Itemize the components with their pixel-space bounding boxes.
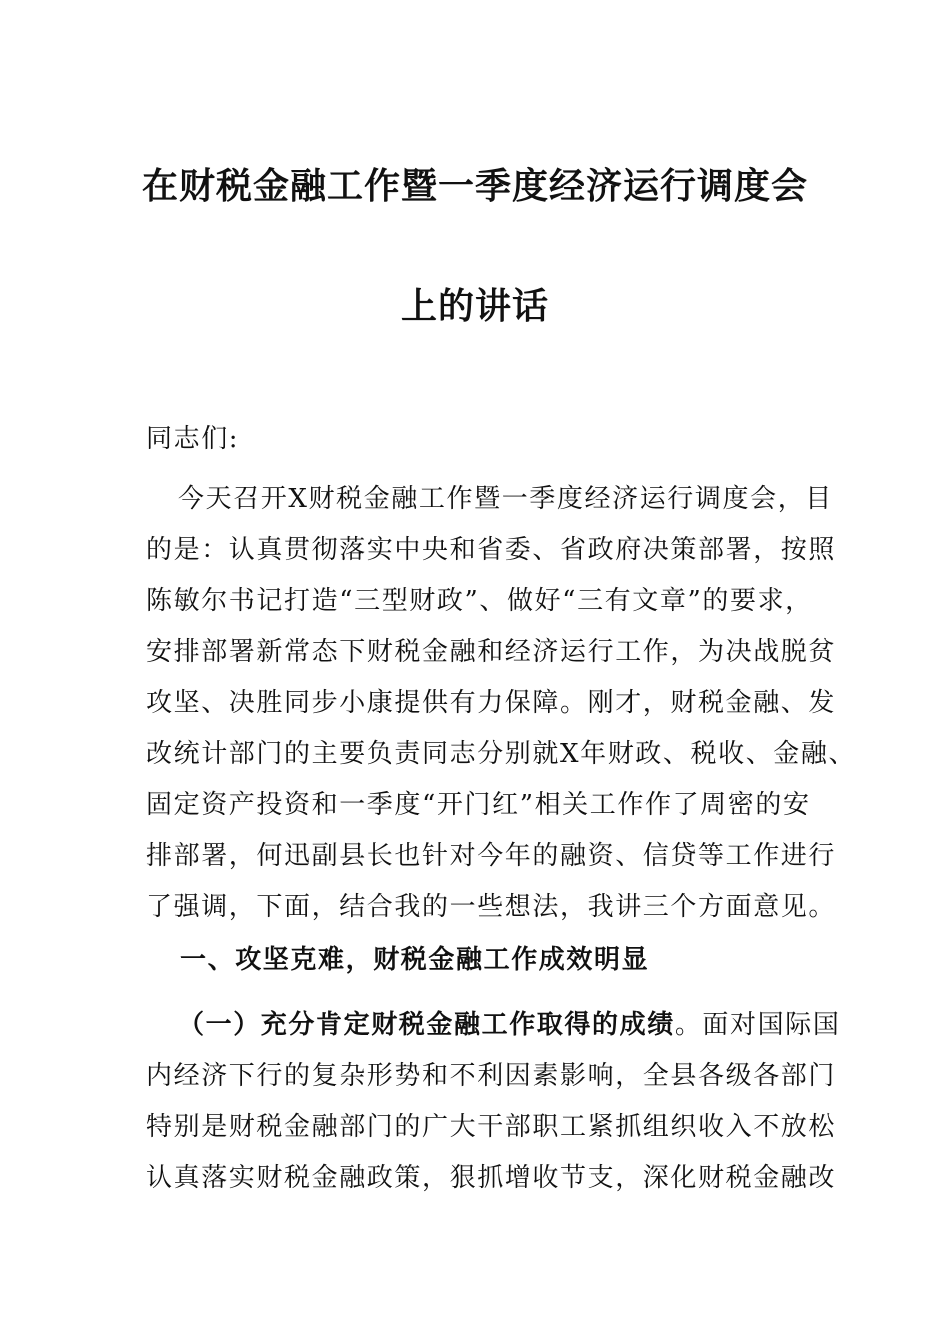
- subsection-1-first-line-rest: 。面对国际国: [674, 1010, 841, 1040]
- paragraph-1-line-2: 的是：认真贯彻落实中央和省委、省政府决策部署，按照: [146, 535, 837, 565]
- document-title-line-1: 在财税金融工作暨一季度经济运行调度会: [141, 165, 808, 207]
- subsection-1-first-line: [178, 1008, 840, 1042]
- paragraph-1-line-3: 陈敏尔书记打造“三型财政”、做好“三有文章”的要求，: [146, 586, 813, 616]
- paragraph-1-line-1: 今天召开X财税金融工作暨一季度经济运行调度会，目: [178, 484, 833, 514]
- paragraph-1-line-4: 安排部署新常态下财税金融和经济运行工作，为决战脱贫: [146, 637, 837, 667]
- subsection-1-line-3: 特别是财税金融部门的广大干部职工紧抓组织收入不放松: [146, 1112, 837, 1142]
- salutation: 同志们:: [146, 424, 240, 454]
- paragraph-1-line-7: 固定资产投资和一季度“开门红”相关工作作了周密的安: [146, 790, 811, 820]
- subsection-1-line-2: 内经济下行的复杂形势和不利因素影响，全县各级各部门: [146, 1061, 837, 1091]
- section-1-heading: 一、攻坚克难，财税金融工作成效明显: [180, 945, 650, 975]
- document-title-line-2: 上的讲话: [400, 285, 549, 327]
- subsection-1-heading: （一）充分肯定财税金融工作取得的成绩: [178, 1010, 675, 1040]
- paragraph-1-line-9: 了强调，下面，结合我的一些想法，我讲三个方面意见。: [146, 892, 837, 922]
- subsection-1-line-4: 认真落实财税金融政策，狠抓增收节支，深化财税金融改: [146, 1163, 837, 1193]
- paragraph-1-line-6: 改统计部门的主要负责同志分别就X年财政、税收、金融、: [146, 739, 857, 769]
- paragraph-1-line-5: 攻坚、决胜同步小康提供有力保障。刚才，财税金融、发: [146, 688, 837, 718]
- paragraph-1-line-8: 排部署，何迅副县长也针对今年的融资、信贷等工作进行: [146, 841, 837, 871]
